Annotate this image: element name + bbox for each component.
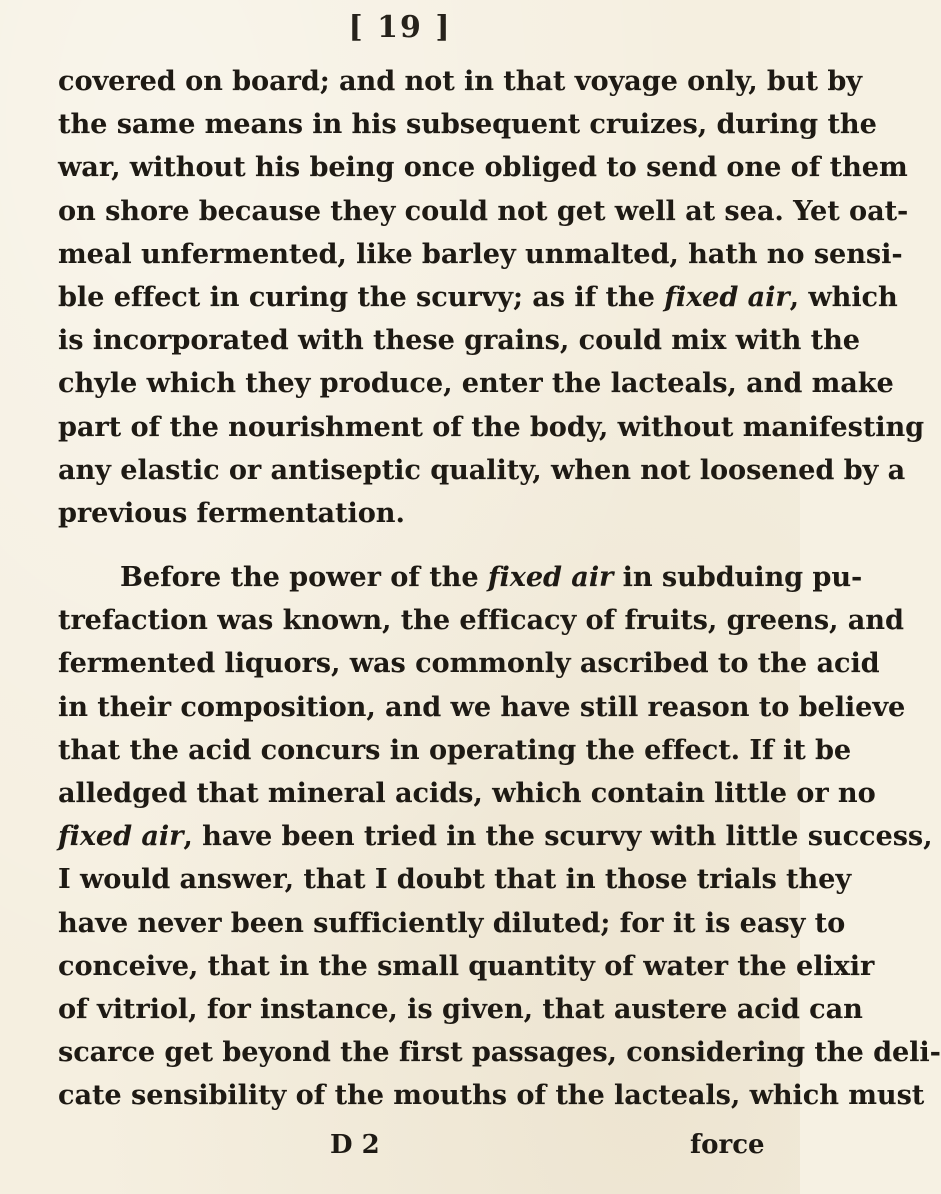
- paragraph-2: [58, 556, 941, 1117]
- text-line: any elastic or antiseptic quality, when not loosened by a: [58, 453, 906, 486]
- body-text: [58, 60, 941, 1118]
- text-line: meal unfermented, like barley unmalted, hath no sensi-: [58, 237, 903, 270]
- signature-mark: D 2: [330, 1130, 380, 1160]
- text-line: of vitriol, for instance, is given, that austere acid can: [58, 992, 863, 1025]
- text-line: war, without his being once obliged to send one of them: [58, 151, 908, 184]
- text-line: have never been sufficiently diluted; for it is easy to: [58, 906, 846, 939]
- page-number-header: [ 19 ]: [348, 10, 452, 45]
- text-line: I would answer, that I doubt that in those trials they: [58, 863, 852, 896]
- text-line: is incorporated with these grains, could mix with the: [58, 324, 860, 357]
- catchword: force: [690, 1130, 765, 1160]
- text-line: Before the power of the fixed air in subduing pu-: [120, 561, 863, 594]
- text-line: that the acid concurs in operating the effect. If it be: [58, 733, 852, 766]
- text-line: cate sensibility of the mouths of the lacteals, which must: [58, 1079, 925, 1112]
- text-line: previous fermentation.: [58, 496, 405, 529]
- text-line: fermented liquors, was commonly ascribed to the acid: [58, 647, 880, 680]
- text-line: conceive, that in the small quantity of water the elixir: [58, 949, 875, 982]
- text-line: fixed air, have been tried in the scurvy with little success,: [58, 820, 933, 853]
- text-line: ble effect in curing the scurvy; as if the fixed air, which: [58, 280, 898, 313]
- text-line: covered on board; and not in that voyage only, but by: [58, 65, 862, 97]
- text-line: in their composition, and we have still reason to believe: [58, 690, 906, 723]
- paragraph-1: [58, 60, 925, 535]
- text-line: part of the nourishment of the body, without manifesting: [58, 410, 925, 443]
- text-line: chyle which they produce, enter the lacteals, and make: [58, 367, 894, 400]
- text-line: alledged that mineral acids, which contain little or no: [58, 777, 876, 809]
- text-line: scarce get beyond the first passages, considering the deli-: [58, 1036, 941, 1069]
- text-line: trefaction was known, the efficacy of fruits, greens, and: [58, 604, 904, 637]
- text-line: on shore because they could not get well at sea. Yet oat-: [58, 194, 909, 227]
- paragraph-gap: [58, 535, 748, 556]
- text-line: the same means in his subsequent cruizes, during the: [58, 108, 877, 141]
